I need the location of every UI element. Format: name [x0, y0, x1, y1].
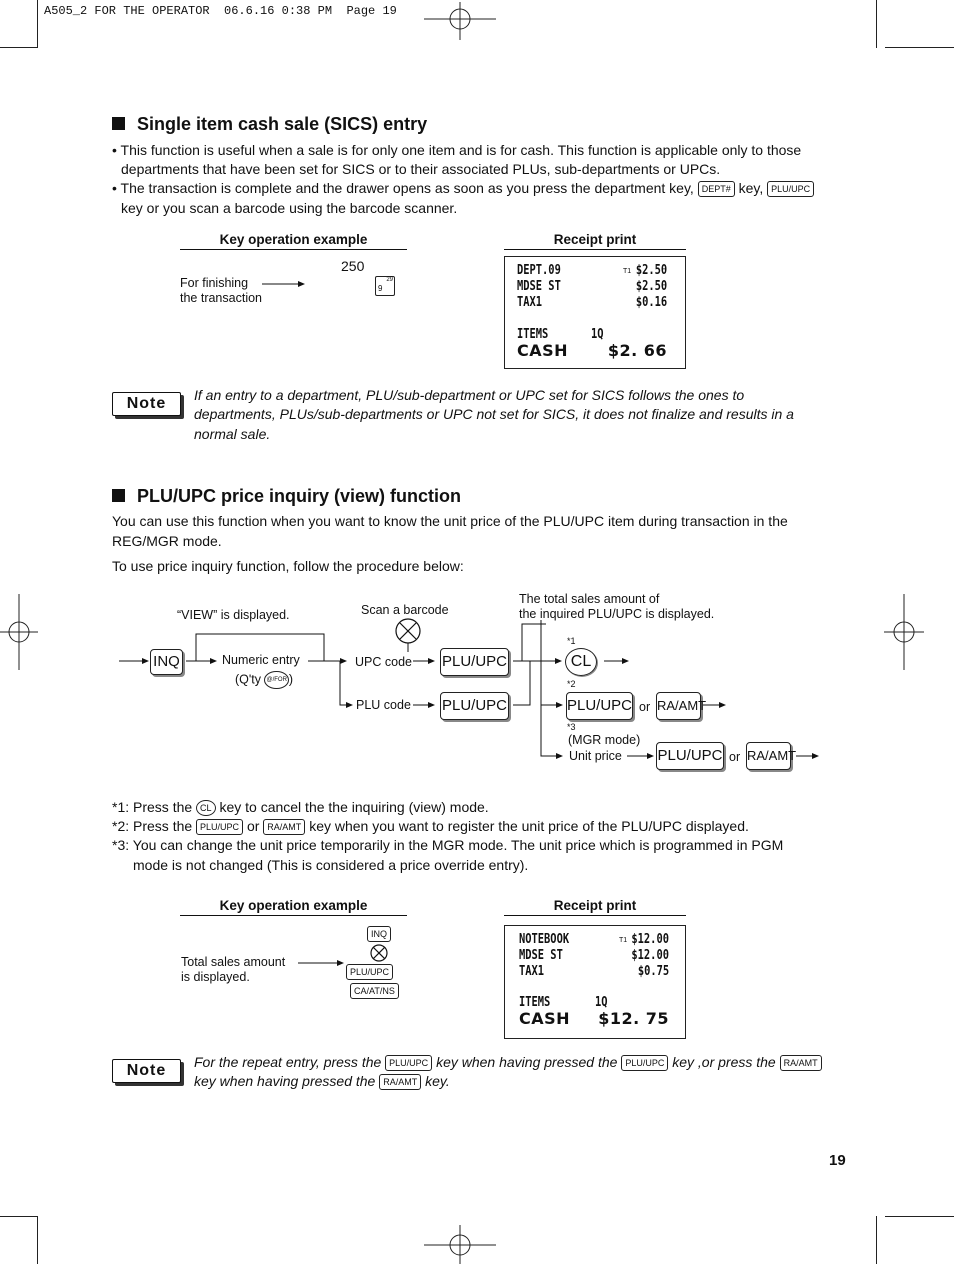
plu-upc-key: PLU/UPC [440, 692, 509, 720]
total-sales-label: Total sales amount is displayed. [181, 955, 286, 984]
plu-upc-key-icon: PLU/UPC [767, 181, 814, 197]
footnote-3a: *3: You can change the unit price temporarily in the MGR mode. The unit price which is programmed in PGM [112, 837, 784, 853]
ra-amt-key: RA/AMT [746, 742, 791, 770]
receipt-total-label: CASH [519, 1009, 571, 1028]
amount-entry: 250 [341, 258, 365, 274]
dept-9-key: 9 29 [375, 276, 395, 296]
inquiry-para-2: To use price inquiry function, follow the procedure below: [112, 558, 464, 574]
note-badge: Note [112, 392, 181, 416]
receipt-items-count: 1Q [595, 995, 608, 1010]
receipt-line: NOTEBOOK [519, 932, 570, 947]
sics-note-1: If an entry to a department, PLU/sub-department or UPC set for SICS follows the ones to [194, 387, 745, 403]
qty-label: (Q'ty @/FOR ) [235, 671, 293, 689]
page-number: 19 [829, 1152, 846, 1169]
receipt-line: MDSE ST [519, 948, 563, 963]
numeric-entry-label: Numeric entry [222, 653, 300, 667]
ra-amt-key: RA/AMT [656, 692, 701, 720]
receipt-total-value: $12. 75 [598, 1009, 669, 1028]
receipt-total-value: $2. 66 [607, 341, 667, 360]
dept-key-icon: DEPT# [698, 181, 735, 197]
inq-key: INQ [150, 649, 183, 675]
receipt-value: $0.75 [637, 964, 669, 979]
scan-label: Scan a barcode [361, 603, 449, 617]
footnote-mark-3: *3 [567, 722, 576, 732]
at-for-key-icon: @/FOR [264, 671, 288, 689]
footnote-1: *1: Press the CL key to cancel the the inquiring (view) mode. [112, 799, 489, 815]
ra-amt-key-icon: RA/AMT [780, 1055, 822, 1071]
mgr-mode-label: (MGR mode) [568, 733, 641, 747]
plu-upc-key-icon: PLU/UPC [196, 819, 243, 835]
receipt-heading: Receipt print [504, 898, 686, 916]
receipt-tax-tag: T1 [623, 268, 632, 275]
receipt-items-label: ITEMS [517, 327, 549, 342]
sics-bullet-2a: • The transaction is complete and the drawer opens as soon as you press the department key, DEPT# key, PLU/UPC [112, 179, 814, 199]
inquiry-note-1: For the repeat entry, press the PLU/UPC key when having pressed the PLU/UPC key ,or press the RA/AMT [194, 1053, 822, 1073]
cl-key-icon: CL [196, 800, 216, 816]
plu-upc-key-icon: PLU/UPC [385, 1055, 432, 1071]
or-label: or [729, 750, 741, 764]
inquiry-heading: PLU/UPC price inquiry (view) function [112, 486, 461, 507]
key-op-heading: Key operation example [180, 898, 407, 916]
inq-key-icon: INQ [367, 926, 391, 942]
receipt-line: TAX1 [519, 964, 545, 979]
sics-note-2: departments, PLUs/sub-departments or UPC not set for SICS, it does not finalize and results in a [194, 406, 794, 422]
receipt-value: $12.00 [631, 932, 669, 947]
receipt-heading: Receipt print [504, 232, 686, 250]
unit-price-label: Unit price [569, 749, 622, 763]
receipt-items-count: 1Q [591, 327, 604, 342]
plu-upc-key: PLU/UPC [566, 692, 633, 720]
finish-label: For finishing the transaction [180, 276, 262, 305]
plu-code-label: PLU code [356, 698, 411, 712]
footnote-mark-2: *2 [567, 679, 576, 689]
receipt-line: MDSE ST [517, 279, 561, 294]
or-label: or [639, 700, 651, 714]
ca-at-ns-key-icon: CA/AT/NS [350, 983, 399, 999]
receipt-value: $2.50 [635, 263, 667, 278]
upc-code-label: UPC code [355, 655, 412, 669]
receipt-value: $0.16 [635, 295, 667, 310]
plu-upc-key: PLU/UPC [656, 742, 724, 770]
cl-key: CL [565, 648, 597, 676]
receipt-value: $12.00 [631, 948, 669, 963]
sics-bullet-1b: departments that have been set for SICS or to their associated PLUs, sub-departments or UPCs. [121, 161, 721, 177]
ra-amt-key-icon: RA/AMT [263, 819, 305, 835]
receipt-value: $2.50 [635, 279, 667, 294]
sics-bullet-2b: key or you scan a barcode using the barcode scanner. [121, 200, 458, 216]
inquiry-receipt [504, 925, 686, 1039]
receipt-items-label: ITEMS [519, 995, 551, 1010]
header-line: A505_2 FOR THE OPERATOR 06.6.16 0:38 PM Page 19 [44, 4, 397, 18]
inquiry-para-1a: You can use this function when you want to know the unit price of the PLU/UPC item during transaction in the [112, 513, 788, 529]
note-badge: Note [112, 1059, 181, 1083]
view-label: “VIEW” is displayed. [177, 608, 290, 622]
plu-upc-key: PLU/UPC [440, 648, 509, 676]
total-display-label: The total sales amount of the inquired PLU/UPC is displayed. [519, 592, 715, 621]
footnote-3b: mode is not changed (This is considered a price override entry). [133, 857, 529, 873]
inquiry-para-1b: REG/MGR mode. [112, 533, 222, 549]
receipt-total-label: CASH [517, 341, 569, 360]
footnote-2: *2: Press the PLU/UPC or RA/AMT key when you want to register the unit price of the PLU/UPC displayed. [112, 818, 749, 834]
sics-note-3: normal sale. [194, 426, 271, 442]
receipt-tax-tag: T1 [619, 937, 628, 944]
sics-bullet-1a: • This function is useful when a sale is for only one item and is for cash. This function is applicable only to those [112, 142, 802, 158]
inquiry-note-2: key when having pressed the RA/AMT key. [194, 1073, 450, 1089]
receipt-line: TAX1 [517, 295, 543, 310]
footnote-mark-1: *1 [567, 636, 576, 646]
plu-upc-key-icon: PLU/UPC [346, 964, 393, 980]
receipt-line: DEPT.09 [517, 263, 561, 278]
sics-heading: Single item cash sale (SICS) entry [112, 114, 427, 135]
ra-amt-key-icon: RA/AMT [379, 1074, 421, 1090]
plu-upc-key-icon: PLU/UPC [621, 1055, 668, 1071]
key-op-heading: Key operation example [180, 232, 407, 250]
